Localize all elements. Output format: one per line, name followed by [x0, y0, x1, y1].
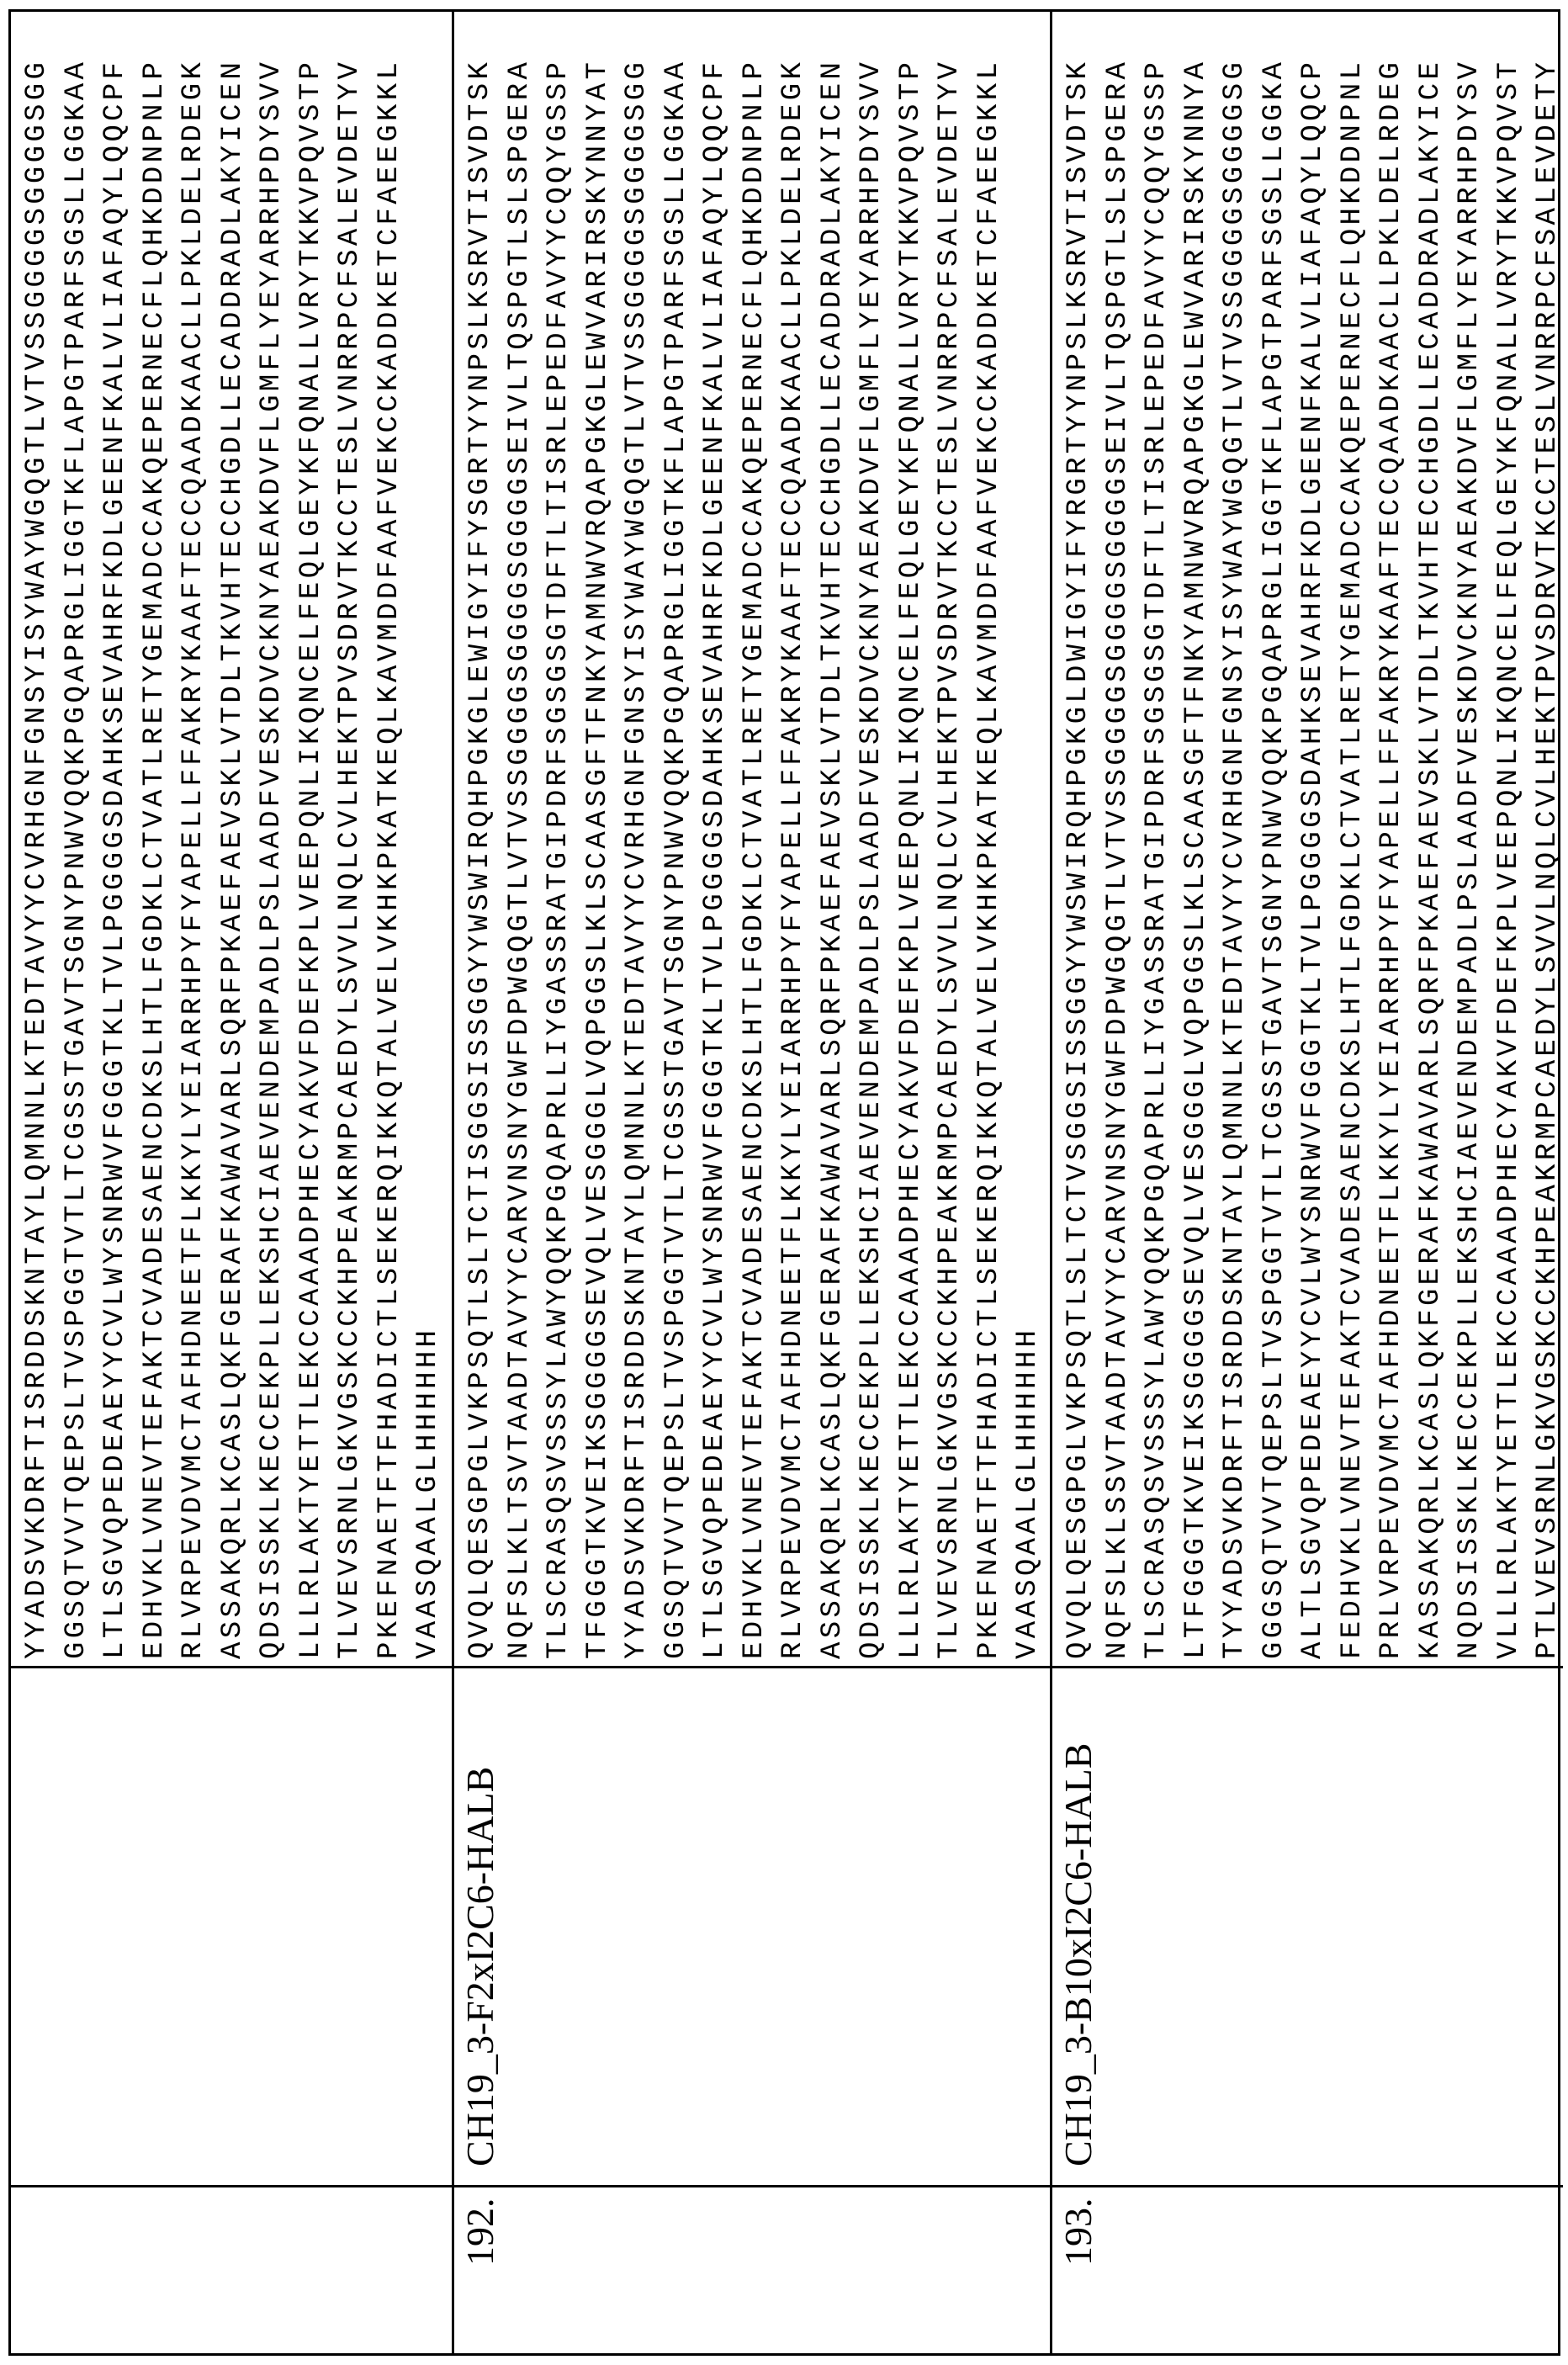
- sequence-line: QVQLQESGPGLVKPSQTLSLTCTVSGGSISSGGYYWSWIRQHPGKGLDWIGYIFYRGRTYYNPSLKSRVTISVDTSK: [1059, 12, 1099, 1659]
- sequence-line: TLSCRASQSVSSSYLAWYQQKPGQAPRLLIYGASSRATGIPDRFSGSGSGTDFTLTISRLEPEDFAVYYCQQYGSSP: [1137, 12, 1177, 1659]
- construct-name-cell: [1052, 1666, 1563, 2185]
- sequence-line: PRLVRPEVDVMCTAFHDNEETFLKKYLYEIARRHPYFYAPELLFFAKRYKAAFTECCQAADKAACLLPKLDELRDEG: [1372, 12, 1412, 1659]
- sequence-line: TFGGGTKVEIKSGGGGSEVQLVESGGGLVQPGGSLKLSCAASGFTFNKYAMNWVRQAPGKGLEWVARIRSKYNNYAT: [579, 12, 618, 1659]
- row-number-cell: [454, 2185, 1050, 2353]
- sequence-line: TLVEVSRNLGKVGSKCCKHPEAKRMPCAEDYLSVVLNQLCVLHEKTPVSDRVTKCCTESLVNRRPCFSALEVDETYV: [930, 12, 970, 1659]
- sequence-line: LTLSGVQPEDEAEYYCVLWYSNRWVFGGGTKLTVLPGGGGSDAHKSEVAHRFKDLGEENFKALVLIAFAQYLQQCPF: [696, 12, 735, 1659]
- sequence-line: ALTLSGVQPEDEAEYYCVLWYSNRWVFGGGTKLTVLPGGGGSDAHKSEVAHRFKDLGEENFKALVLIAFAQYLQQCP: [1294, 12, 1333, 1659]
- sequence-line: LTLSGVQPEDEAEYYCVLWYSNRWVFGGGTKLTVLPGGGGSDAHKSEVAHRFKDLGEENFKALVLIAFAQYLQQCPF: [96, 12, 135, 1659]
- sequence-line: EDHVKLVNEVTEFAKTCVADESAENCDKSLHTLFGDKLCTVATLRETYGEMADCCAKQEPERNECFLQHKDDNPNLP: [135, 12, 175, 1659]
- row-number: 193.: [1056, 2198, 1100, 2267]
- sequence-line: GGGSQTVVTQEPSLTVSPGGTVTLTCGSSTGAVTSGNYPNWVQQKPGQAPRGLIGGTKFLAPGTPARFSGSLLGGKA: [1255, 12, 1295, 1659]
- sequence-line: KASSAKQRLKCASLQKFGERAFKAWAVARLSQRFPKAEFAEVSKLVTDLTKVHTECCHGDLLECADDRADLAKYICE: [1412, 12, 1451, 1659]
- sequence-line: RLVRPEVDVMCTAFHDNEETFLKKYLYEIARRHPYFYAPELLFFAKRYKAAFTECCQAADKAACLLPKLDELRDEGK: [774, 12, 813, 1659]
- sequence-line: PTLVEVSRNLGKVGSKCCKHPEAKRMPCAEDYLSVVLNQLCVLHEKTPVSDRVTKCCTESLVNRRPCFSALEVDETY: [1528, 12, 1568, 1659]
- sequence-line: TYYADSVKDRFTISRDDSKNTAYLQMNNLKTEDTAVYYCVRHGNFGNSYISYWAYWGQGTLVTVSSGGGGSGGGGSG: [1216, 12, 1255, 1659]
- sequence-line: TLSCRASQSVSSSYLAWYQQKPGQAPRLLIYGASSRATGIPDRFSGSGSGTDFTLTISRLEPEDFAVYYCQQYGSSP: [539, 12, 579, 1659]
- construct-name: CH19_3-B10xI2C6-HALB: [1056, 1743, 1100, 2166]
- sequence-cell: [454, 12, 1050, 1666]
- sequence-line: NQDSISSKLKECCEKPLLEKSHCIAEVENDEMPADLPSLAADFVESKDVCKNYAEAKDVFLGMFLYEYARRHPDYSV: [1450, 12, 1490, 1659]
- sequence-line: LTFGGGTKVEIKSGGGGSEVQLVESGGGLVQPGGSLKLSCAASGFTFNKYAMNWVRQAPGKGLEWVARIRSKYNNYA: [1177, 12, 1216, 1659]
- sequence-line: QDSISSKLKECCEKPLLEKSHCIAEVENDEMPADLPSLAADFVESKDVCKNYAEAKDVFLGMFLYEYARRHPDYSVV: [252, 12, 292, 1659]
- sequence-line: ASSAKQRLKCASLQKFGERAFKAWAVARLSQRFPKAEFAEVSKLVTDLTKVHTECCHGDLLECADDRADLAKYICEN: [813, 12, 853, 1659]
- row-number-cell: [11, 2185, 452, 2353]
- sequence-line: VLLLRLAKTYETTLEKCCAAADPHECYAKVFDEFKPLVEEPQNLIKQNCELFEQLGEYKFQNALLVRYTKKVPQVST: [1490, 12, 1529, 1659]
- sequence-line: VAASQAALGLHHHHHH: [409, 12, 448, 1659]
- sequence-line: PKEFNAETFTFHADICTLSEKERQIKKQTALVELVKHKPKATKEQLKAVMDDFAAFVEKCCKADDKETCFAEEGKKL: [970, 12, 1009, 1659]
- sequence-line: LLLRLAKTYETTLEKCCAAADPHECYAKVFDEFKPLVEEPQNLIKQNCELFEQLGEYKFQNALLVRYTKKVPQVSTP: [292, 12, 331, 1659]
- table-row-193: [1050, 12, 1563, 2353]
- sequence-line: QVQLQESGPGLVKPSQTLSLTCTISGGSISSGGYYWSWIRQHPGKGLEWIGYIFYSGRTYYNPSLKSRVTISVDTSK: [461, 12, 501, 1659]
- sequence-line: GGSQTVVTQEPSLTVSPGGTVTLTCGSSTGAVTSGNYPNWVQQKPGQAPRGLIGGTKFLAPGTPARFSGSLLGGKAA: [57, 12, 97, 1659]
- sequence-line: YYADSVKDRFTISRDDSKNTAYLQMNNLKTEDTAVYYCVRHGNFGNSYISYWAYWGQGTLVTVSSGGGGSGGGGSGG: [617, 12, 657, 1659]
- table-row-192: [452, 12, 1050, 2353]
- row-number: 192.: [458, 2198, 502, 2267]
- sequence-line: ASSAKQRLKCASLQKFGERAFKAWAVARLSQRFPKAEFAEVSKLVTDLTKVHTECCHGDLLECADDRADLAKYICEN: [214, 12, 253, 1659]
- sequence-line: LLLRLAKTYETTLEKCCAAADPHECYAKVFDEFKPLVEEPQNLIKQNCELFEQLGEYKFQNALLVRYTKKVPQVSTP: [892, 12, 931, 1659]
- row-number-cell: [1052, 2185, 1563, 2353]
- sequence-line: NQFSLKLSSVTAADTAVYYCARVNSNYGWFDPWGQGTLVTVSSGGGGSGGGGSGGGGSEIVLTQSPGTLSLSPGERA: [1099, 12, 1138, 1659]
- sequence-table: [8, 9, 1560, 2356]
- sequence-line: GGSQTVVTQEPSLTVSPGGTVTLTCGSSTGAVTSGNYPNWVQQKPGQAPRGLIGGTKFLAPGTPARFSGSLLGGKAA: [657, 12, 697, 1659]
- table-row-191-continued: [11, 12, 452, 2353]
- rotated-document-page: [0, 0, 1568, 2365]
- sequence-line: NQFSLKLTSVTAADTAVYYCARVNSNYGWFDPWGQGTLVTVSSGGGGSGGGGSGGGGSEIVLTQSPGTLSLSPGERA: [501, 12, 540, 1659]
- construct-name-cell: [454, 1666, 1050, 2185]
- sequence-line: FEDHVKLVNEVTEFAKTCVADESAENCDKSLHTLFGDKLCTVATLRETYGEMADCCAKQEPERNECFLQHKDDNPNL: [1333, 12, 1373, 1659]
- sequence-cell: [1052, 12, 1563, 1666]
- sequence-line: RLVRPEVDVMCTAFHDNEETFLKKYLYEIARRHPYFYAPELLFFAKRYKAAFTECCQAADKAACLLPKLDELRDEGK: [174, 12, 214, 1659]
- sequence-line: TLVEVSRNLGKVGSKCCKHPEAKRMPCAEDYLSVVLNQLCVLHEKTPVSDRVTKCCTESLVNRRPCFSALEVDETYV: [331, 12, 370, 1659]
- construct-name: CH19_3-F2xI2C6-HALB: [458, 1767, 502, 2166]
- sequence-line: QDSISSKLKECCEKPLLEKSHCIAEVENDEMPADLPSLAADFVESKDVCKNYAEAKDVFLGMFLYEYARRHPDYSVV: [852, 12, 892, 1659]
- construct-name-cell: [11, 1666, 452, 2185]
- sequence-line: VAASQAALGLHHHHHH: [1009, 12, 1048, 1659]
- sequence-line: EDHVKLVNEVTEFAKTCVADESAENCDKSLHTLFGDKLCTVATLRETYGEMADCCAKQEPERNECFLQHKDDNPNLP: [735, 12, 775, 1659]
- sequence-line: YYADSVKDRFTISRDDSKNTAYLQMNNLKTEDTAVYYCVRHGNFGNSYISYWAYWGQGTLVTVSSGGGGSGGGGSGG: [18, 12, 57, 1659]
- sequence-cell: [11, 12, 452, 1666]
- sequence-line: PKEFNAETFTFHADICTLSEKERQIKKQTALVELVKHKPKATKEQLKAVMDDFAAFVEKCCKADDKETCFAEEGKKL: [370, 12, 410, 1659]
